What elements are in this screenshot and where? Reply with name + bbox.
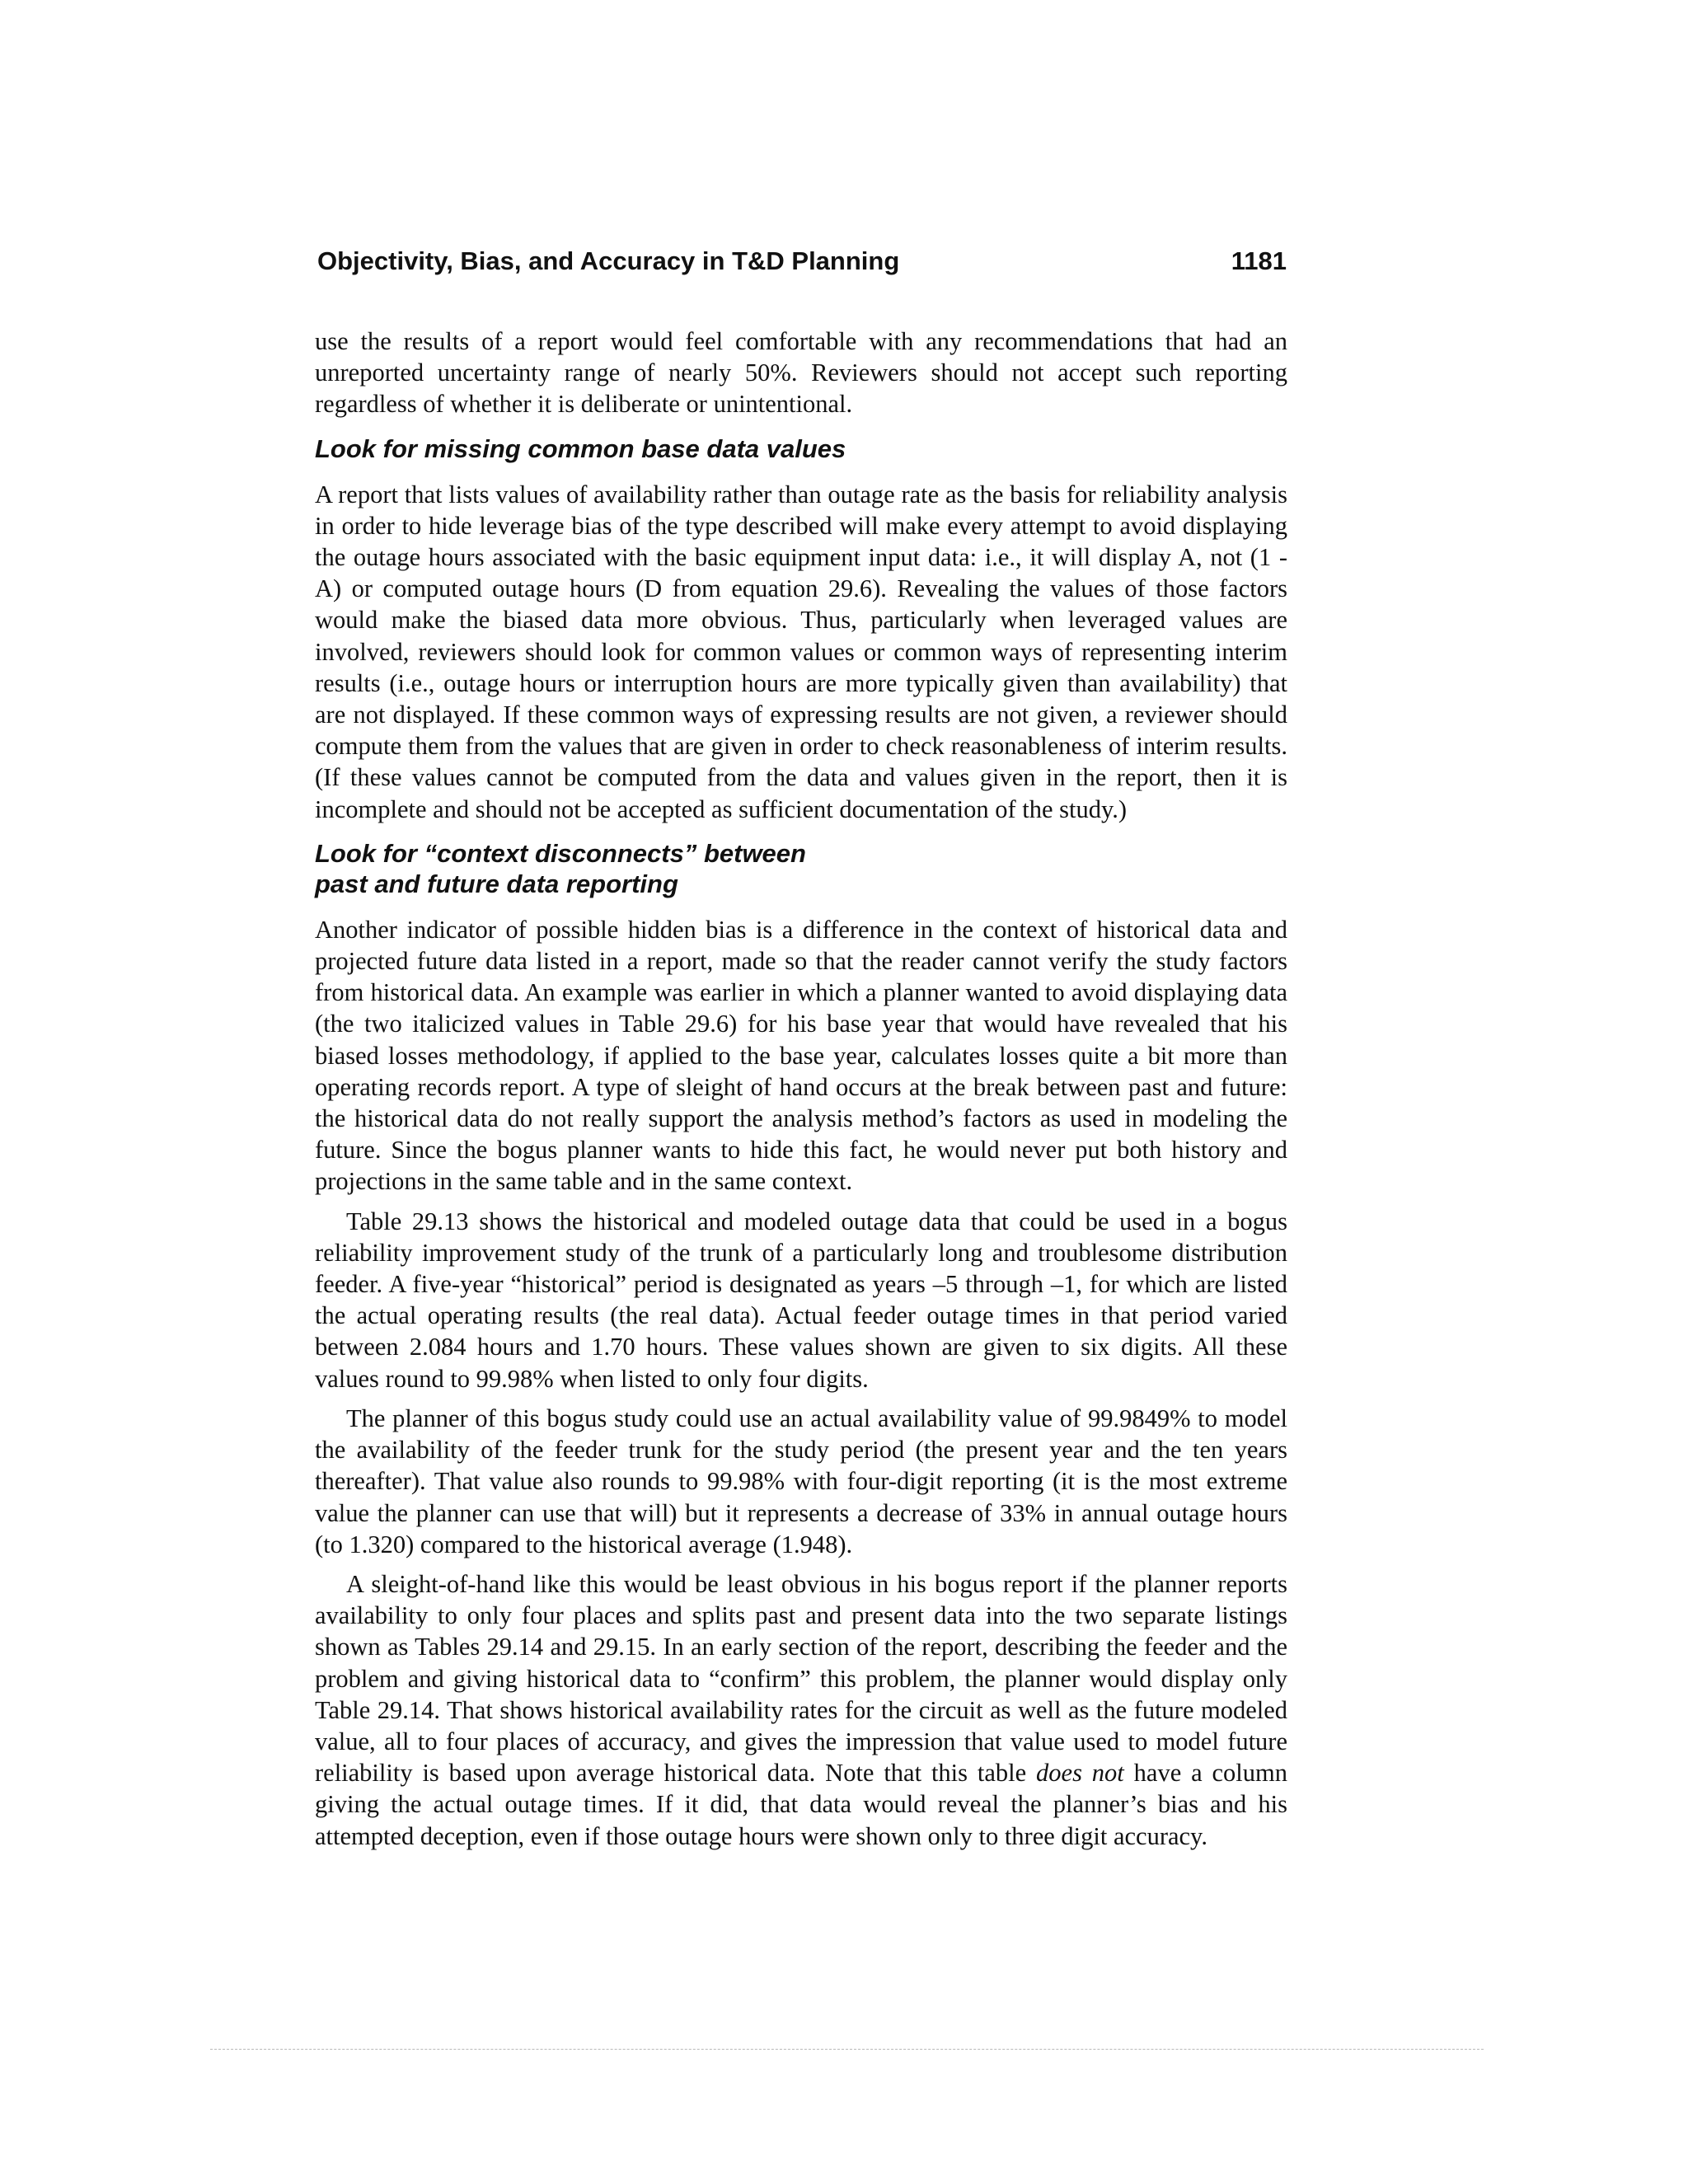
paragraph-sleight-of-hand bbox=[315, 1568, 1287, 1852]
emphasis-does-not: does not bbox=[1036, 1759, 1124, 1788]
heading-line-2: past and future data reporting bbox=[315, 869, 678, 898]
paragraph-text-start: A sleight-of-hand like this would be least obvious in his bogus report if the planner reports availability to only four places and splits past and present data into the two separate listings shown as Tables 29.14 and 29.15. In an early section of the report, describing the feeder and the problem and giving historical data to “confirm” this problem, the planner would display only Table 29.14. That shows historical availability rates for the circuit as well as the future modeled value, all to four places of accuracy, and gives the impression that value used to model future reliability is based upon average historical data. Note that this table bbox=[315, 1569, 1287, 1788]
scan-artifact-line bbox=[210, 2049, 1484, 2050]
paragraph-missing-base-data: A report that lists values of availability rather than outage rate as the basis for reliability analysis in order to hide leverage bias of the type described will make every attempt to avoid displaying the outage hours associated with the basic equipment input data: i.e., it will display A, not (1 - A) or computed outage hours (D from equation 29.6). Revealing the values of those factors would make the biased data more obvious. Thus, particularly when leveraged values are involved, reviewers should look for common values or common ways of representing interim results (i.e., outage hours or interruption hours are more typically given than availability) that are not displayed. If these common ways of expressing results are not given, a reviewer should compute them from the values that are given in order to check reasonableness of interim results. (If these values cannot be computed from the data and values given in the report, then it is incomplete and should not be accepted as sufficient documentation of the study.) bbox=[315, 480, 1287, 823]
section-heading-missing-base-data: Look for missing common base data values bbox=[315, 434, 846, 463]
chapter-title: Objectivity, Bias, and Accuracy in T&D Planning bbox=[317, 246, 900, 275]
paragraph-bogus-study: The planner of this bogus study could use an actual availability value of 99.9849% to model the availability of the feeder trunk for the study period (the present year and the ten years thereafter). That value also rounds to 99.98% with four-digit reporting (it is the most extreme value the planner can use that will) but it represents a decrease of 33% in annual outage hours (to 1.320) compared to the historical average (1.948). bbox=[315, 1404, 1287, 1558]
heading-line-1: Look for “context disconnects” between bbox=[315, 838, 806, 868]
page-number: 1181 bbox=[1231, 246, 1287, 275]
section-heading-context-disconnects bbox=[315, 838, 1287, 899]
paragraph-hidden-bias: Another indicator of possible hidden bias is a difference in the context of historical data and projected future data listed in a report, made so that the reader cannot verify the study factors from historical data. An example was earlier in which a planner wanted to avoid displaying data (the two italicized values in Table 29.6) for his base year that would have revealed that his biased losses methodology, if applied to the base year, calculates losses quite a bit more than operating records report. A type of sleight of hand occurs at the break between past and future: the historical data do not really support the analysis method’s factors as used in modeling the future. Since the bogus planner wants to hide this fact, he would never put both history and projections in the same table and in the same context. bbox=[315, 915, 1287, 1196]
running-header bbox=[317, 241, 1300, 282]
paragraph-continued: use the results of a report would feel comfortable with any recommendations that had an unreported uncertainty range of nearly 50%. Reviewers should not accept such reporting regardless of whether it is deliberate or unintentional. bbox=[315, 327, 1287, 419]
paragraph-table-29-13: Table 29.13 shows the historical and modeled outage data that could be used in a bogus reliability improvement study of the trunk of a particularly long and troublesome distribution feeder. A five-year “historical” period is designated as years –5 through –1, for which are listed the actual operating results (the real data). Actual feeder outage times in that period varied between 2.084 hours and 1.70 hours. These values shown are given to six digits. All these values round to 99.98% when listed to only four digits. bbox=[315, 1207, 1287, 1393]
paragraph-text-end: have a column giving the actual outage times. If it did, that data would reveal the planner’s bias and his attempted deception, even if those outage hours were shown only to three digit accuracy. bbox=[315, 1759, 1288, 1850]
body-text bbox=[315, 326, 1287, 1852]
